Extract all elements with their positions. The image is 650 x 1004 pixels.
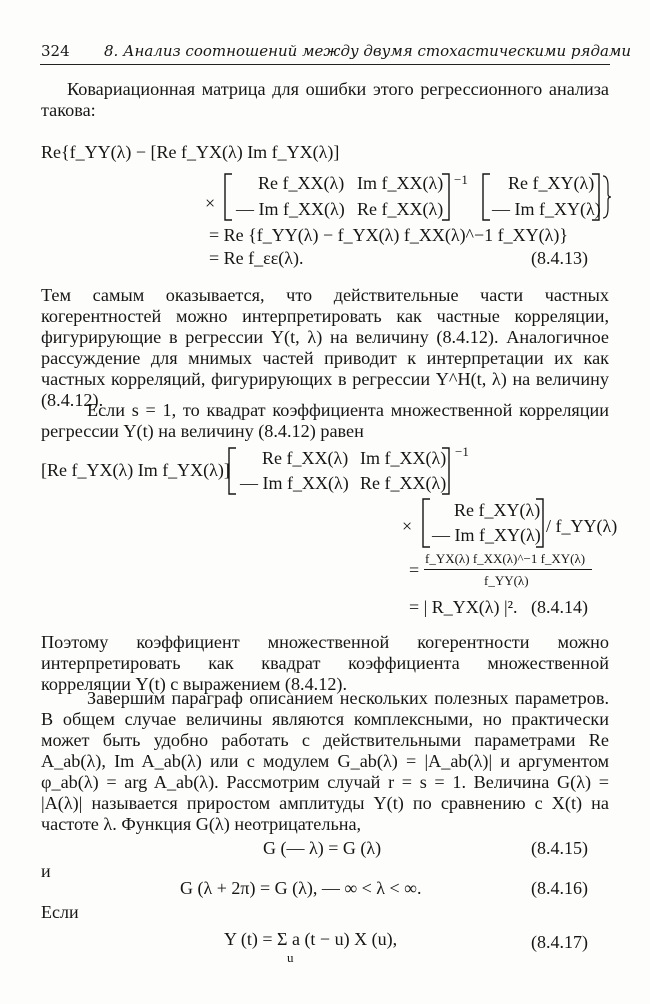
eq2-frac-den: f_YY(λ) [484, 573, 529, 588]
eq1-left-bracket [222, 172, 234, 222]
eq2-frac-bar [424, 569, 592, 570]
eq3-label: (8.4.15) [531, 838, 588, 858]
eq2-left-bracket [226, 446, 238, 496]
equation-8-4-15: G (— λ) = G (λ) [263, 838, 382, 858]
eq2-label: (8.4.14) [531, 597, 588, 617]
header-rule [40, 64, 610, 65]
paragraph-4: Поэтому коэффициент множественной когерентности можно интерпретировать как квадрат коэффициента множественной корреляции Y(t) с выражением (8.4.12). [41, 632, 609, 694]
equation-8-4-16: G (λ + 2π) = G (λ), — ∞ < λ < ∞. [180, 878, 422, 898]
eq2-vec-right-bracket [534, 497, 546, 549]
paragraph-3: Если s = 1, то квадрат коэффициента множественной корреляции регрессии Y(t) на величину (8.4.12) равен [41, 400, 609, 441]
eq1-label: (8.4.13) [531, 248, 588, 268]
eq2-v2: — Im f_XY(λ) [432, 525, 541, 545]
eq2-m21: — Im f_XX(λ) [240, 473, 349, 493]
eq2-m11: Re f_XX(λ) [262, 448, 349, 468]
eq2-frac-num: f_YX(λ) f_XX(λ)^−1 f_XY(λ) [425, 551, 586, 566]
eq1-v1: Re f_XY(λ) [508, 173, 595, 193]
eq4-label: (8.4.16) [531, 878, 588, 898]
eq1-line4: = Re f_εε(λ). [209, 248, 304, 268]
eq1-vec-left-bracket [480, 172, 492, 222]
eq1-m12: Im f_XX(λ) [357, 173, 444, 193]
eq2-vec-left-bracket [420, 497, 432, 549]
eq1-v2: — Im f_XY(λ) [492, 199, 601, 219]
eq1-inverse: −1 [454, 172, 468, 187]
paragraph-2: Тем самым оказывается, что действительные части частных когерентностей можно интерпретировать как частные корреляции, фигурирующие в регрессии Y(t, λ) на величину (8.4.12). Аналогичное рассуждение для мнимых частей приводит к интерпретации их как частных корреляций, фигурирующих в регрессии Y^H(t, λ) на величину (8.4.12). [41, 285, 609, 410]
eq5-label: (8.4.17) [531, 932, 588, 952]
eq2-inverse: −1 [455, 444, 469, 459]
page-number: 324 [41, 42, 70, 60]
running-header: 8. Анализ соотношений между двумя стохастическими рядами [104, 42, 632, 60]
word-if: Если [41, 902, 79, 922]
paragraph-1: Ковариационная матрица для ошибки этого регрессионного анализа такова: [41, 79, 609, 120]
eq1-m11: Re f_XX(λ) [258, 173, 345, 193]
eq1-m21: — Im f_XX(λ) [236, 199, 345, 219]
eq1-line1: Re{f_YY(λ) − [Re f_YX(λ) Im f_YX(λ)] [41, 142, 340, 162]
word-and: и [41, 861, 51, 881]
equation-8-4-17: Y (t) = Σ a (t − u) X (u), [224, 929, 398, 949]
eq2-equals: = [409, 560, 420, 580]
eq1-right-bracket [440, 172, 452, 222]
eq2-right-bracket [440, 446, 452, 496]
eq2-result: = | R_YX(λ) |². [409, 597, 518, 617]
eq1-vec-right-bracket [590, 172, 612, 222]
eq2-m12: Im f_XX(λ) [360, 448, 447, 468]
eq1-m22: Re f_XX(λ) [357, 199, 444, 219]
eq5-sum-index: u [287, 950, 294, 965]
eq2-times: × [402, 516, 413, 536]
eq1-times: × [205, 193, 216, 213]
eq2-v1: Re f_XY(λ) [454, 500, 541, 520]
paragraph-5: Завершим параграф описанием нескольких полезных параметров. В общем случае величины являются комплексными, но практически может быть удобно работать с действительными параметрами Re A_ab(λ), Im A_ab(λ) или с модулем G_ab(λ) = |A_ab(λ)| и аргументом φ_ab(λ) = arg A_ab(λ). Рассмотрим случай r = s = 1. Величина G(λ) = |A(λ)| называется приростом амплитуды Y(t) по сравнению с X(t) на частоте λ. Функция G(λ) неотрицательна, [41, 688, 609, 834]
eq2-row-vector: [Re f_YX(λ) Im f_YX(λ)] [41, 460, 230, 480]
eq2-m22: Re f_XX(λ) [360, 473, 447, 493]
eq2-div: / f_YY(λ) [546, 516, 618, 536]
eq1-line3: = Re {f_YY(λ) − f_YX(λ) f_XX(λ)^−1 f_XY(λ)} [209, 225, 569, 245]
